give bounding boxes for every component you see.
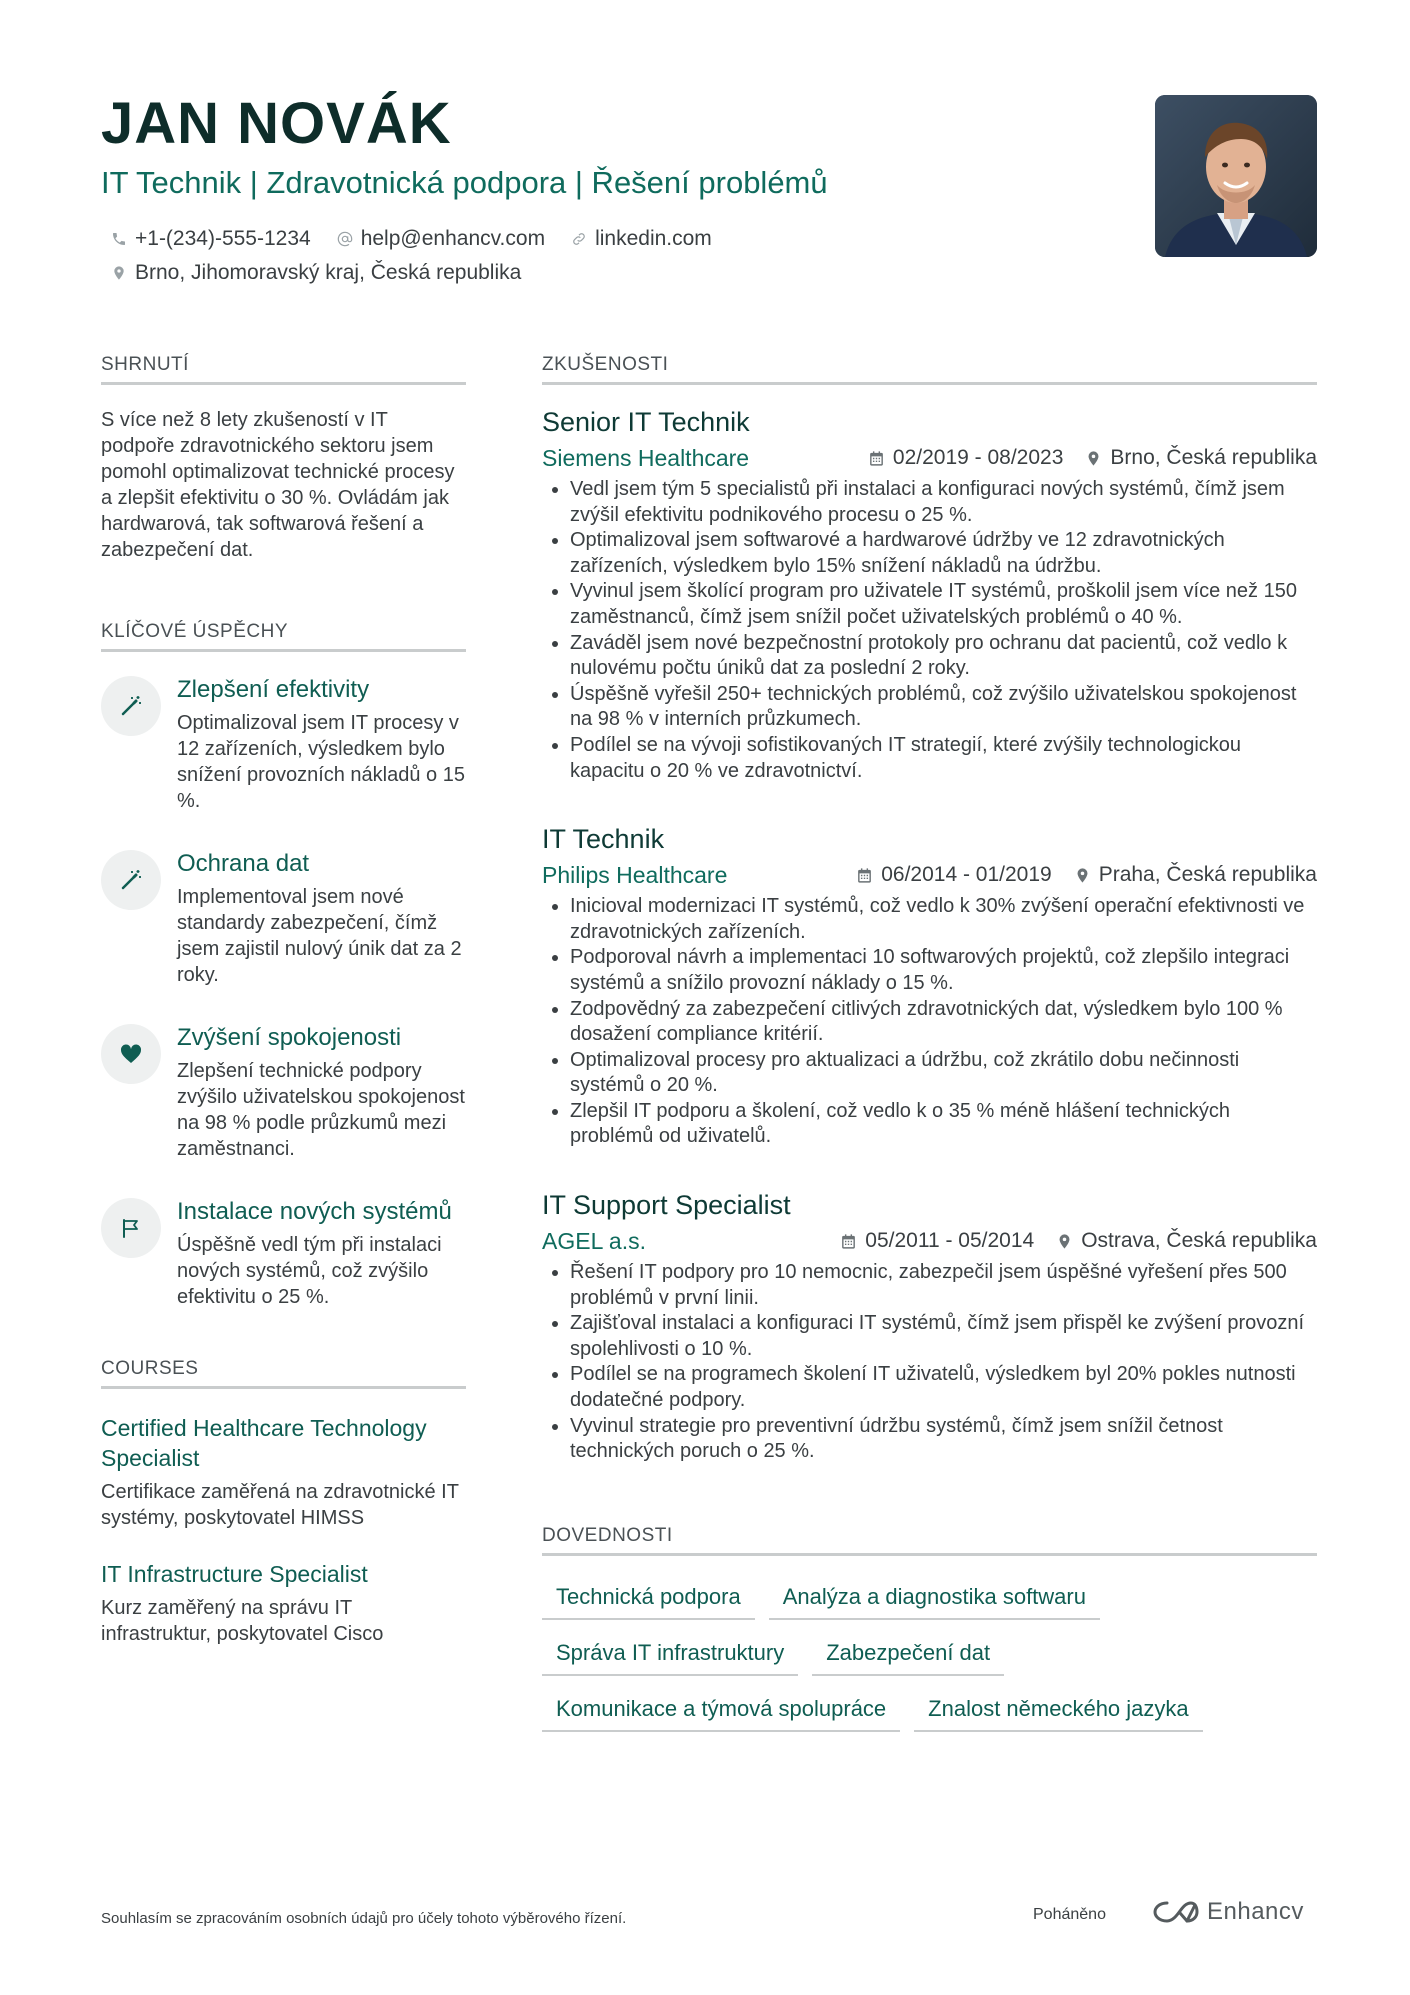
courses-heading: COURSES bbox=[101, 1358, 466, 1389]
job-bullets bbox=[542, 477, 1317, 784]
location-pin-icon bbox=[1085, 450, 1102, 467]
job-entry bbox=[542, 1188, 1317, 1465]
list-item: • Zaváděl jsem nové bezpečnostní protokoly pro ochranu dat pacientů, což vedlo k nulovému počtu úniků dat za poslední 2 roky. bbox=[570, 631, 1317, 682]
job-location: Praha, Česká republika bbox=[1098, 863, 1317, 887]
email-text: help@enhancv.com bbox=[360, 227, 546, 250]
location-pin-icon bbox=[111, 265, 127, 281]
skill-tag: Zabezpečení dat bbox=[812, 1626, 1004, 1676]
skill-tag: Komunikace a týmová spolupráce bbox=[542, 1682, 900, 1732]
resume-header bbox=[101, 88, 1101, 290]
experience-heading: ZKUŠENOSTI bbox=[542, 354, 1317, 385]
achievement-title: Instalace nových systémů bbox=[177, 1198, 452, 1225]
job-location: Brno, Česká republika bbox=[1110, 446, 1317, 469]
skill-tag: Technická podpora bbox=[542, 1570, 755, 1620]
list-item: • Zlepšil IT podporu a školení, což vedlo k o 35 % méně hlášení technických problémů od uživatelů. bbox=[570, 1099, 1317, 1150]
list-item: • Podílel se na programech školení IT uživatelů, výsledkem byl 20% pokles nutnosti dodatečné podpory. bbox=[570, 1362, 1317, 1413]
list-item: • Vedl jsem tým 5 specialistů při instalaci a konfiguraci nových systémů, čímž jsem zvýšil efektivitu podnikového procesu o 25 %. bbox=[570, 477, 1317, 528]
job-entry bbox=[542, 822, 1317, 1150]
contact-info bbox=[101, 222, 1101, 290]
achievement-item bbox=[101, 1024, 466, 1162]
job-company: Philips Healthcare bbox=[542, 861, 728, 888]
calendar-icon bbox=[856, 867, 873, 884]
achievement-title: Ochrana dat bbox=[177, 850, 310, 877]
job-entry bbox=[542, 405, 1317, 784]
location-pin-icon bbox=[1074, 867, 1091, 884]
achievement-desc: Zlepšení technické podpory zvýšilo uživatelskou spokojenost na 98 % podle průzkumů mezi zaměstnanci. bbox=[177, 1060, 465, 1160]
achievements-section bbox=[101, 621, 466, 1310]
course-item bbox=[101, 1559, 466, 1647]
magic-wand-icon bbox=[101, 850, 161, 910]
course-title: IT Infrastructure Specialist bbox=[101, 1561, 368, 1587]
flag-icon bbox=[101, 1198, 161, 1258]
skills-section bbox=[542, 1525, 1317, 1738]
consent-text: Souhlasím se zpracováním osobních údajů pro účely tohoto výběrového řízení. bbox=[101, 1910, 627, 1927]
job-company: Siemens Healthcare bbox=[542, 444, 750, 471]
contact-location bbox=[111, 261, 521, 285]
job-role: IT Support Specialist bbox=[542, 1190, 791, 1221]
list-item: • Optimalizoval jsem softwarové a hardwarové údržby ve 12 zdravotnických zařízeních, výsledkem bylo 15% snížení nákladů na údržbu. bbox=[570, 528, 1317, 579]
enhancv-logo-icon bbox=[1153, 1899, 1199, 1925]
magic-wand-icon bbox=[101, 676, 161, 736]
achievement-title: Zvýšení spokojenosti bbox=[177, 1024, 402, 1051]
job-role: IT Technik bbox=[542, 824, 665, 855]
job-bullets bbox=[542, 894, 1317, 1150]
powered-by-label: Poháněno bbox=[1033, 1906, 1106, 1923]
right-column bbox=[542, 354, 1317, 1738]
portrait-illustration bbox=[1155, 95, 1317, 257]
contact-phone[interactable] bbox=[111, 227, 311, 251]
location-pin-icon bbox=[1056, 1233, 1073, 1250]
list-item: • Vyvinul jsem školící program pro uživatele IT systémů, proškolil jsem více než 150 zaměstnanců, čímž jsem snížil počet uživatelských problémů o 40 %. bbox=[570, 579, 1317, 630]
achievement-item bbox=[101, 676, 466, 814]
skill-tag: Správa IT infrastruktury bbox=[542, 1626, 798, 1676]
skill-tag: Znalost německého jazyka bbox=[914, 1682, 1202, 1732]
list-item: • Vyvinul strategie pro preventivní údržbu systémů, čímž jsem snížil četnost technických poruch o 25 %. bbox=[570, 1414, 1317, 1465]
phone-icon bbox=[111, 231, 127, 247]
brand-logo[interactable] bbox=[1153, 1898, 1304, 1926]
avatar bbox=[1155, 95, 1317, 257]
course-desc: Certifikace zaměřená na zdravotnické IT systémy, poskytovatel HIMSS bbox=[101, 1481, 459, 1529]
job-role: Senior IT Technik bbox=[542, 407, 750, 437]
achievement-desc: Optimalizoval jsem IT procesy v 12 zařízeních, výsledkem bylo snížení provozních nákladů o 15 %. bbox=[177, 712, 465, 812]
contact-linkedin[interactable] bbox=[571, 227, 712, 251]
course-item bbox=[101, 1413, 466, 1531]
list-item: • Řešení IT podpory pro 10 nemocnic, zabezpečil jsem úspěšné vyřešení přes 500 problémů v první linii. bbox=[570, 1260, 1317, 1311]
left-column bbox=[101, 354, 466, 1647]
achievement-desc: Úspěšně vedl tým při instalaci nových systémů, což zvýšilo efektivitu o 25 %. bbox=[177, 1234, 442, 1308]
heart-icon bbox=[101, 1024, 161, 1084]
job-location: Ostrava, Česká republika bbox=[1081, 1229, 1317, 1253]
at-icon bbox=[337, 231, 353, 247]
achievement-item bbox=[101, 1198, 466, 1310]
calendar-icon bbox=[868, 450, 885, 467]
candidate-subtitle: IT Technik | Zdravotnická podpora | Řešení problémů bbox=[101, 165, 828, 200]
link-icon bbox=[571, 231, 587, 247]
course-title: Certified Healthcare Technology Specialist bbox=[101, 1415, 427, 1471]
list-item: • Úspěšně vyřešil 250+ technických problémů, což zvýšilo uživatelskou spokojenost na 98 % v interních průzkumech. bbox=[570, 682, 1317, 733]
list-item: • Optimalizoval procesy pro aktualizaci a údržbu, což zkrátilo dobu nečinnosti systémů o 20 %. bbox=[570, 1048, 1317, 1099]
skills-heading: DOVEDNOSTI bbox=[542, 1525, 1317, 1556]
courses-section bbox=[101, 1358, 466, 1647]
job-company: AGEL a.s. bbox=[542, 1227, 646, 1254]
course-desc: Kurz zaměřený na správu IT infrastruktur, poskytovatel Cisco bbox=[101, 1597, 384, 1645]
list-item: • Podporoval návrh a implementaci 10 softwarových projektů, což zlepšilo integraci systémů a snížilo provozní náklady o 15 %. bbox=[570, 945, 1317, 996]
list-item: • Inicioval modernizaci IT systémů, což vedlo k 30% zvýšení operační efektivnosti ve zdravotnických zařízeních. bbox=[570, 894, 1317, 945]
summary-section bbox=[101, 354, 466, 563]
job-dates: 06/2014 - 01/2019 bbox=[881, 863, 1052, 887]
contact-email[interactable] bbox=[337, 227, 545, 251]
summary-text: S více než 8 lety zkušeností v IT podpoře zdravotnického sektoru jsem pomohl optimalizovat technické procesy a zlepšit efektivitu o 30 %. Ovládám jak hardwarová, tak softwarová řešení a zabezpečení dat. bbox=[101, 409, 455, 561]
candidate-name: JAN NOVÁK bbox=[101, 91, 452, 156]
list-item: • Zodpovědný za zabezpečení citlivých zdravotnických dat, výsledkem bylo 100 % dosažení compliance kritérií. bbox=[570, 997, 1317, 1048]
linkedin-text: linkedin.com bbox=[595, 227, 712, 250]
list-item: • Zajišťoval instalaci a konfiguraci IT systémů, čímž jsem přispěl ke zvýšení provozní spolehlivosti o 10 %. bbox=[570, 1311, 1317, 1362]
achievement-title: Zlepšení efektivity bbox=[177, 676, 370, 703]
phone-text: +1-(234)-555-1234 bbox=[135, 227, 311, 250]
job-dates: 05/2011 - 05/2014 bbox=[865, 1229, 1035, 1253]
job-bullets bbox=[542, 1260, 1317, 1465]
brand-name: Enhancv bbox=[1207, 1898, 1304, 1925]
achievement-desc: Implementoval jsem nové standardy zabezpečení, čímž jsem zajistil nulový únik dat za 2 roky. bbox=[177, 886, 462, 986]
job-dates: 02/2019 - 08/2023 bbox=[892, 446, 1064, 469]
achievements-heading: KLÍČOVÉ ÚSPĚCHY bbox=[101, 621, 466, 652]
experience-section bbox=[542, 354, 1317, 1465]
list-item: • Podílel se na vývoji sofistikovaných IT strategií, které zvýšily technologickou kapacitu o 20 % ve zdravotnictví. bbox=[570, 733, 1317, 784]
calendar-icon bbox=[840, 1233, 857, 1250]
achievement-item bbox=[101, 850, 466, 988]
skill-tag: Analýza a diagnostika softwaru bbox=[769, 1570, 1100, 1620]
location-text: Brno, Jihomoravský kraj, Česká republika bbox=[135, 261, 522, 284]
summary-heading: SHRNUTÍ bbox=[101, 354, 466, 385]
